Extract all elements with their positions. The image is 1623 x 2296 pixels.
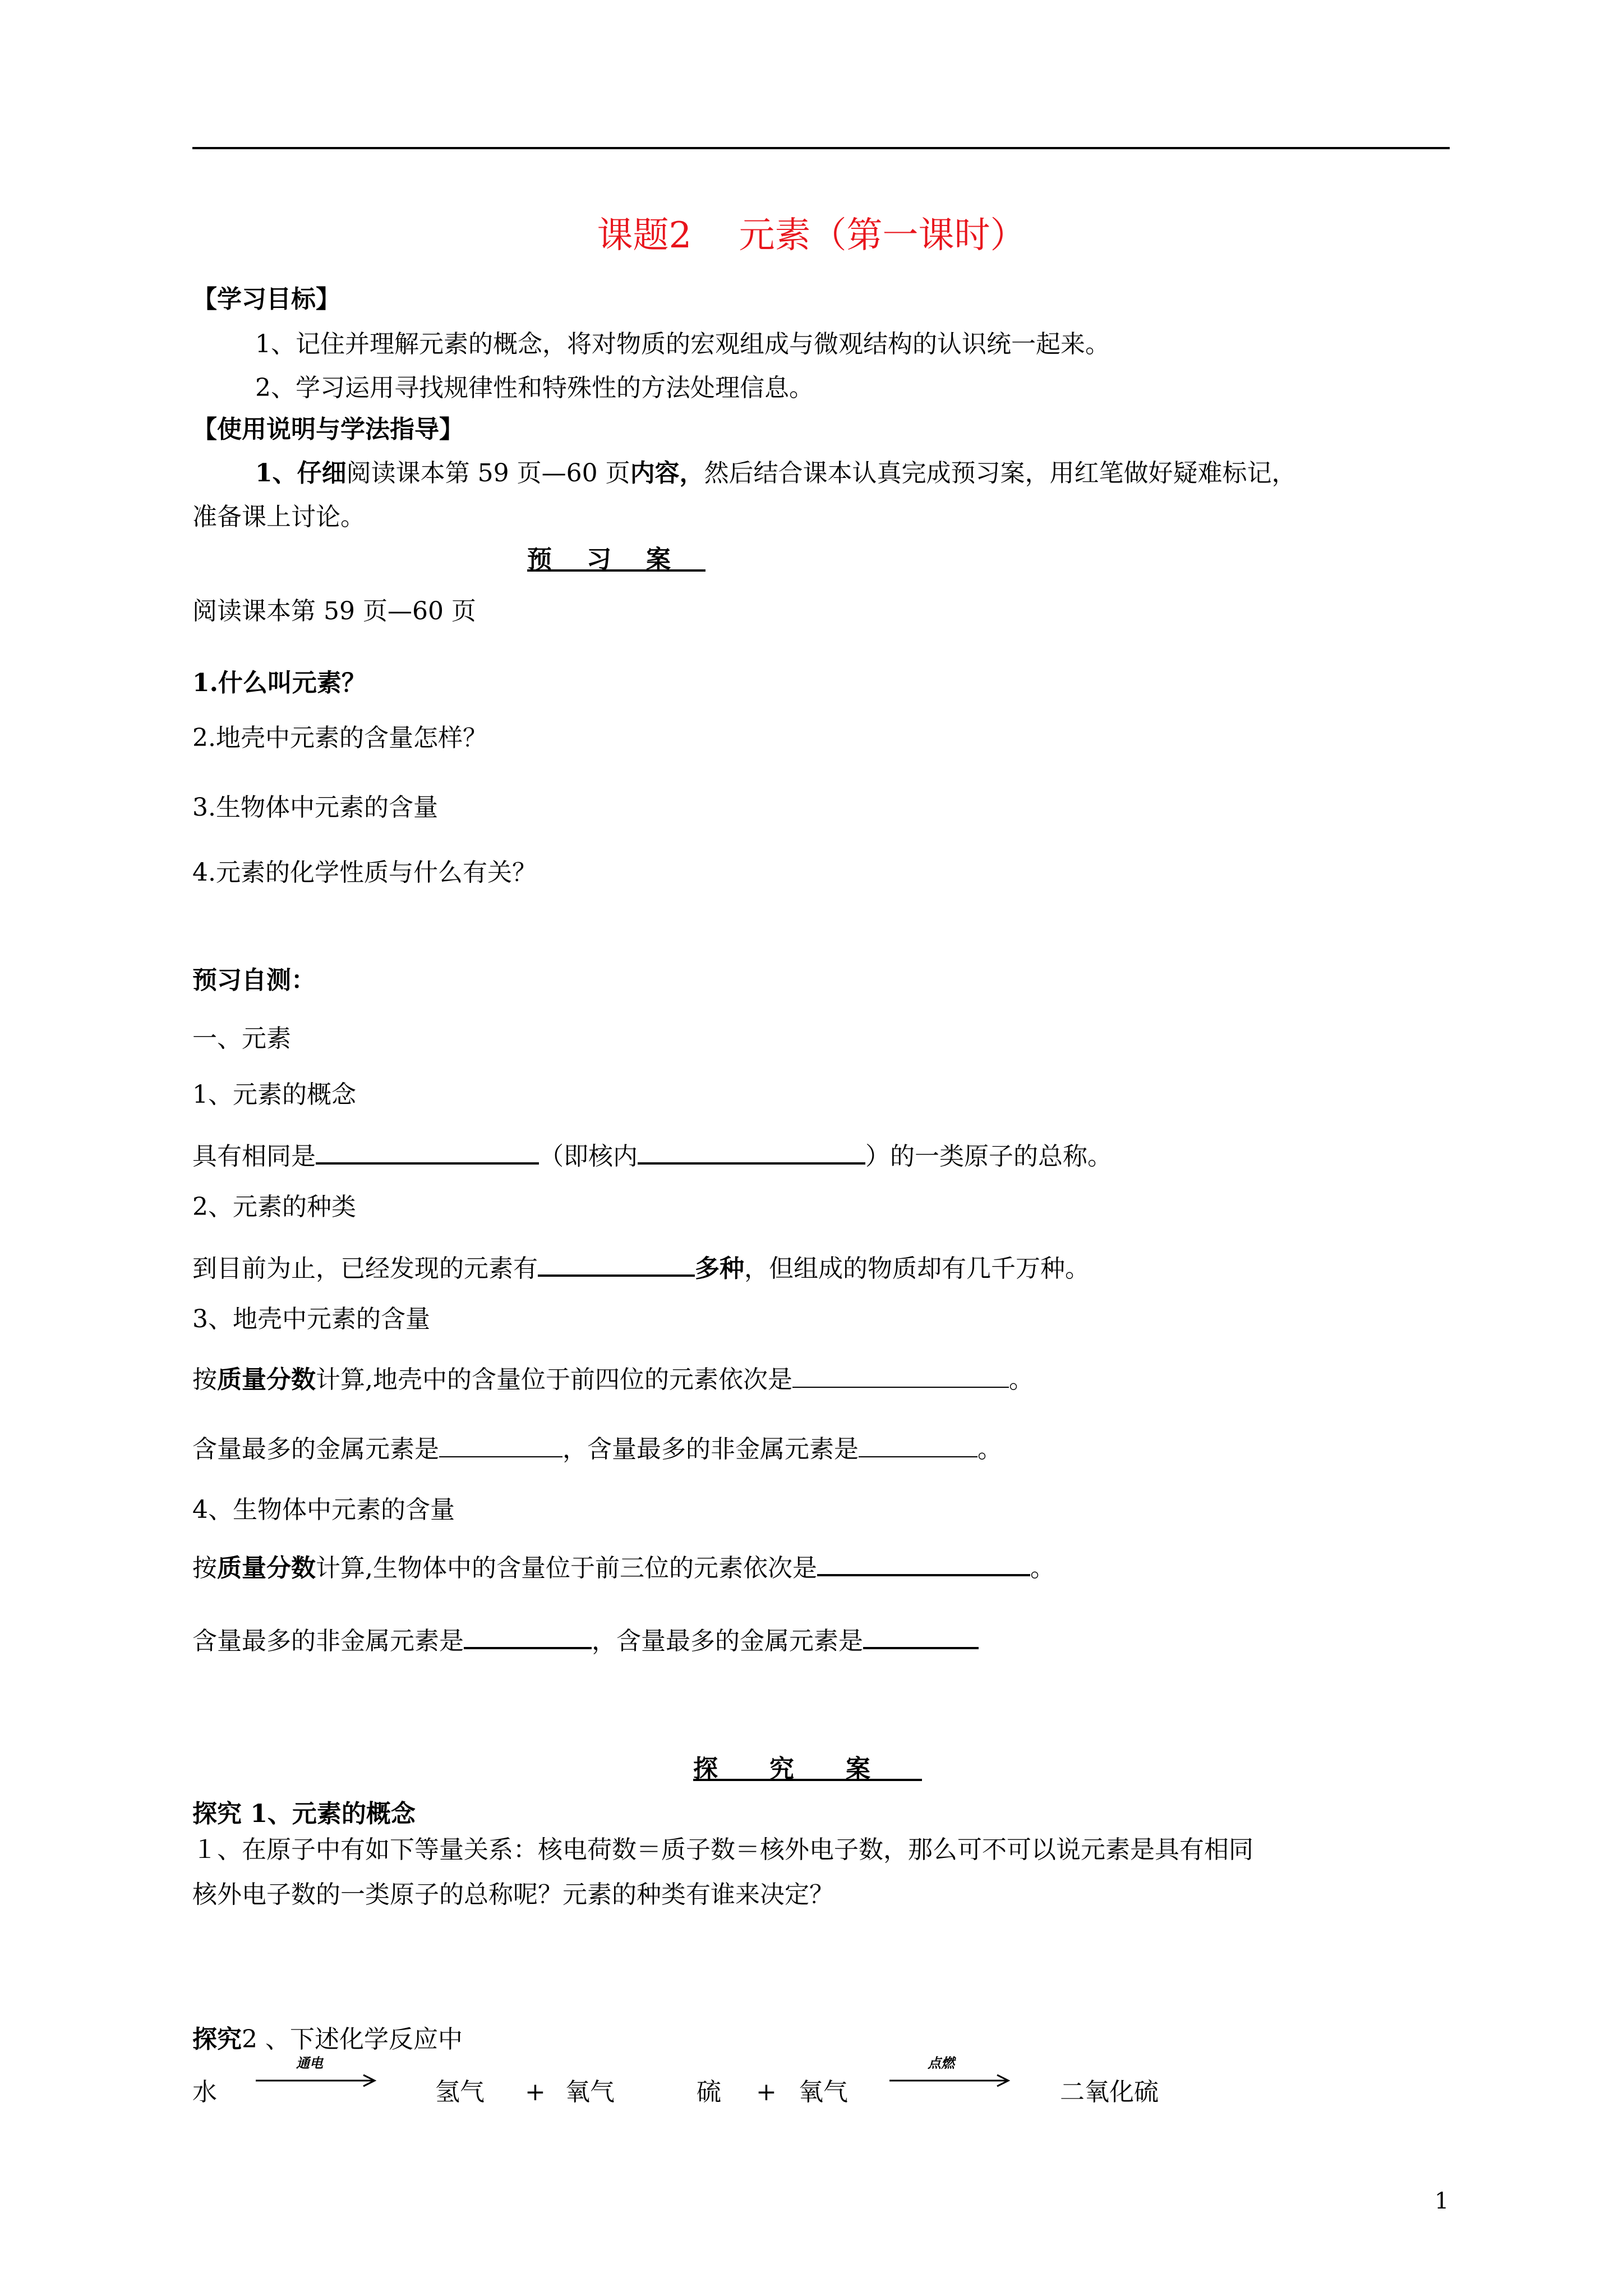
selftest-s3-title: 3、地壳中元素的含量 — [192, 1305, 430, 1333]
reaction-1-product-2: 氧气 — [565, 2078, 615, 2106]
blank-6[interactable] — [859, 1430, 978, 1457]
explore-1-line-2: 核外电子数的一类原子的总称呢？元素的种类有谁来决定？ — [192, 1880, 834, 1909]
reaction-1-plus: + — [525, 2078, 546, 2106]
selftest-heading: 预习自测： — [192, 966, 316, 995]
reaction-2-arrow-icon — [888, 2072, 1012, 2089]
blank-7[interactable] — [817, 1548, 1030, 1576]
s4-text-c: 计算,生物体中的含量位于前三位的元素依次是 — [316, 1554, 817, 1582]
explore-2-text: 2 、下述化学反应中 — [242, 2025, 463, 2054]
preview-question-4: 4.元素的化学性质与什么有关？ — [192, 858, 537, 887]
s4-text-b: 质量分数 — [217, 1554, 316, 1582]
s3-text-b: 质量分数 — [217, 1365, 316, 1394]
blank-5[interactable] — [439, 1430, 562, 1457]
s1-text-c: ）的一类原子的总称。 — [865, 1142, 1112, 1171]
blank-1[interactable] — [316, 1137, 539, 1165]
preview-question-2: 2.地壳中元素的含量怎样？ — [192, 724, 487, 752]
selftest-s1-title: 1、元素的概念 — [192, 1080, 356, 1109]
reaction-2-reactant-2: 氧气 — [799, 2078, 848, 2106]
guide-heading: 【使用说明与学法指导】 — [192, 415, 464, 444]
guide-line-2: 准备课上讨论。 — [192, 503, 365, 531]
objective-item-2: 2、学习运用寻找规律性和特殊性的方法处理信息。 — [255, 374, 814, 402]
s3-2-text-a: 含量最多的金属元素是 — [192, 1435, 439, 1464]
s2-text-c: ，但组成的物质却有几千万种。 — [744, 1254, 1090, 1283]
s4-text-a: 按 — [192, 1554, 217, 1582]
selftest-s2-title: 2、元素的种类 — [192, 1193, 356, 1221]
preview-read: 阅读课本第 59 页—60 页 — [192, 597, 476, 625]
s3-text-c: 计算,地壳中的含量位于前四位的元素依次是 — [316, 1365, 792, 1394]
explore-1-heading: 探究 1、元素的概念 — [192, 1800, 416, 1828]
explore-2-label: 探究 — [192, 2025, 242, 2054]
reaction-2-product: 二氧化硫 — [1060, 2078, 1159, 2106]
selftest-section-1: 一、元素 — [192, 1024, 291, 1053]
preview-heading: 预习案 — [527, 545, 706, 574]
objectives-heading: 【学习目标】 — [192, 285, 340, 314]
reaction-2-condition: 点燃 — [928, 2055, 955, 2071]
reaction-2-plus: + — [756, 2078, 777, 2106]
reaction-1-condition: 通电 — [296, 2055, 323, 2071]
s4-2-text-a: 含量最多的非金属元素是 — [192, 1627, 464, 1655]
blank-8[interactable] — [464, 1621, 592, 1649]
guide-emph-2: 内容， — [630, 459, 704, 487]
selftest-s4-title: 4、生物体中元素的含量 — [192, 1496, 455, 1524]
selftest-s3-line — [192, 1361, 1034, 1395]
blank-4[interactable] — [792, 1361, 1009, 1388]
page-number: 1 — [1435, 2188, 1449, 2214]
explore-heading: 探究案 — [693, 1755, 922, 1783]
s2-text-b: 多种 — [695, 1254, 744, 1283]
blank-9[interactable] — [863, 1621, 979, 1649]
s3-2-text-b: ，含量最多的非金属元素是 — [562, 1435, 859, 1464]
header-rule — [192, 147, 1450, 149]
blank-3[interactable] — [538, 1249, 695, 1277]
selftest-s2-line — [192, 1249, 1090, 1284]
selftest-s3-line-2 — [192, 1430, 1002, 1465]
s3-text-a: 按 — [192, 1365, 217, 1394]
explore-1-line-1: １、在原子中有如下等量关系：核电荷数＝质子数＝核外电子数，那么可不可以说元素是具有相同 — [192, 1835, 1253, 1864]
guide-line-1 — [255, 459, 1297, 489]
s2-text-a: 到目前为止，已经发现的元素有 — [192, 1254, 538, 1283]
blank-2[interactable] — [638, 1137, 865, 1165]
s1-text-b: （即核内 — [539, 1142, 638, 1171]
reaction-1-product-1: 氢气 — [435, 2078, 485, 2106]
reaction-1-reactant: 水 — [192, 2078, 217, 2106]
preview-question-3: 3.生物体中元素的含量 — [192, 793, 438, 822]
guide-text-2: 然后结合课本认真完成预习案，用红笔做好疑难标记， — [704, 459, 1297, 487]
selftest-s4-line-2 — [192, 1621, 979, 1657]
s4-text-d: 。 — [1030, 1554, 1055, 1582]
guide-text-1: 阅读课本第 59 页—60 页 — [346, 459, 630, 487]
selftest-s1-line — [192, 1137, 1112, 1172]
objective-item-1: 1、记住并理解元素的概念，将对物质的宏观组成与微观结构的认识统一起来。 — [255, 330, 1110, 358]
selftest-s4-line — [192, 1548, 1055, 1584]
s1-text-a: 具有相同是 — [192, 1142, 316, 1171]
preview-question-1: 1.什么叫元素？ — [192, 669, 366, 697]
s3-2-text-c: 。 — [978, 1435, 1002, 1464]
reaction-2-reactant-1: 硫 — [697, 2078, 721, 2106]
s4-2-text-b: ，含量最多的金属元素是 — [592, 1627, 863, 1655]
explore-2-heading — [192, 2025, 463, 2055]
page-title: 课题2 元素（第一课时） — [597, 215, 1026, 256]
s3-text-d: 。 — [1009, 1365, 1034, 1394]
reaction-1-arrow-icon — [255, 2072, 378, 2089]
guide-emph-1: 1、仔细 — [255, 459, 347, 487]
